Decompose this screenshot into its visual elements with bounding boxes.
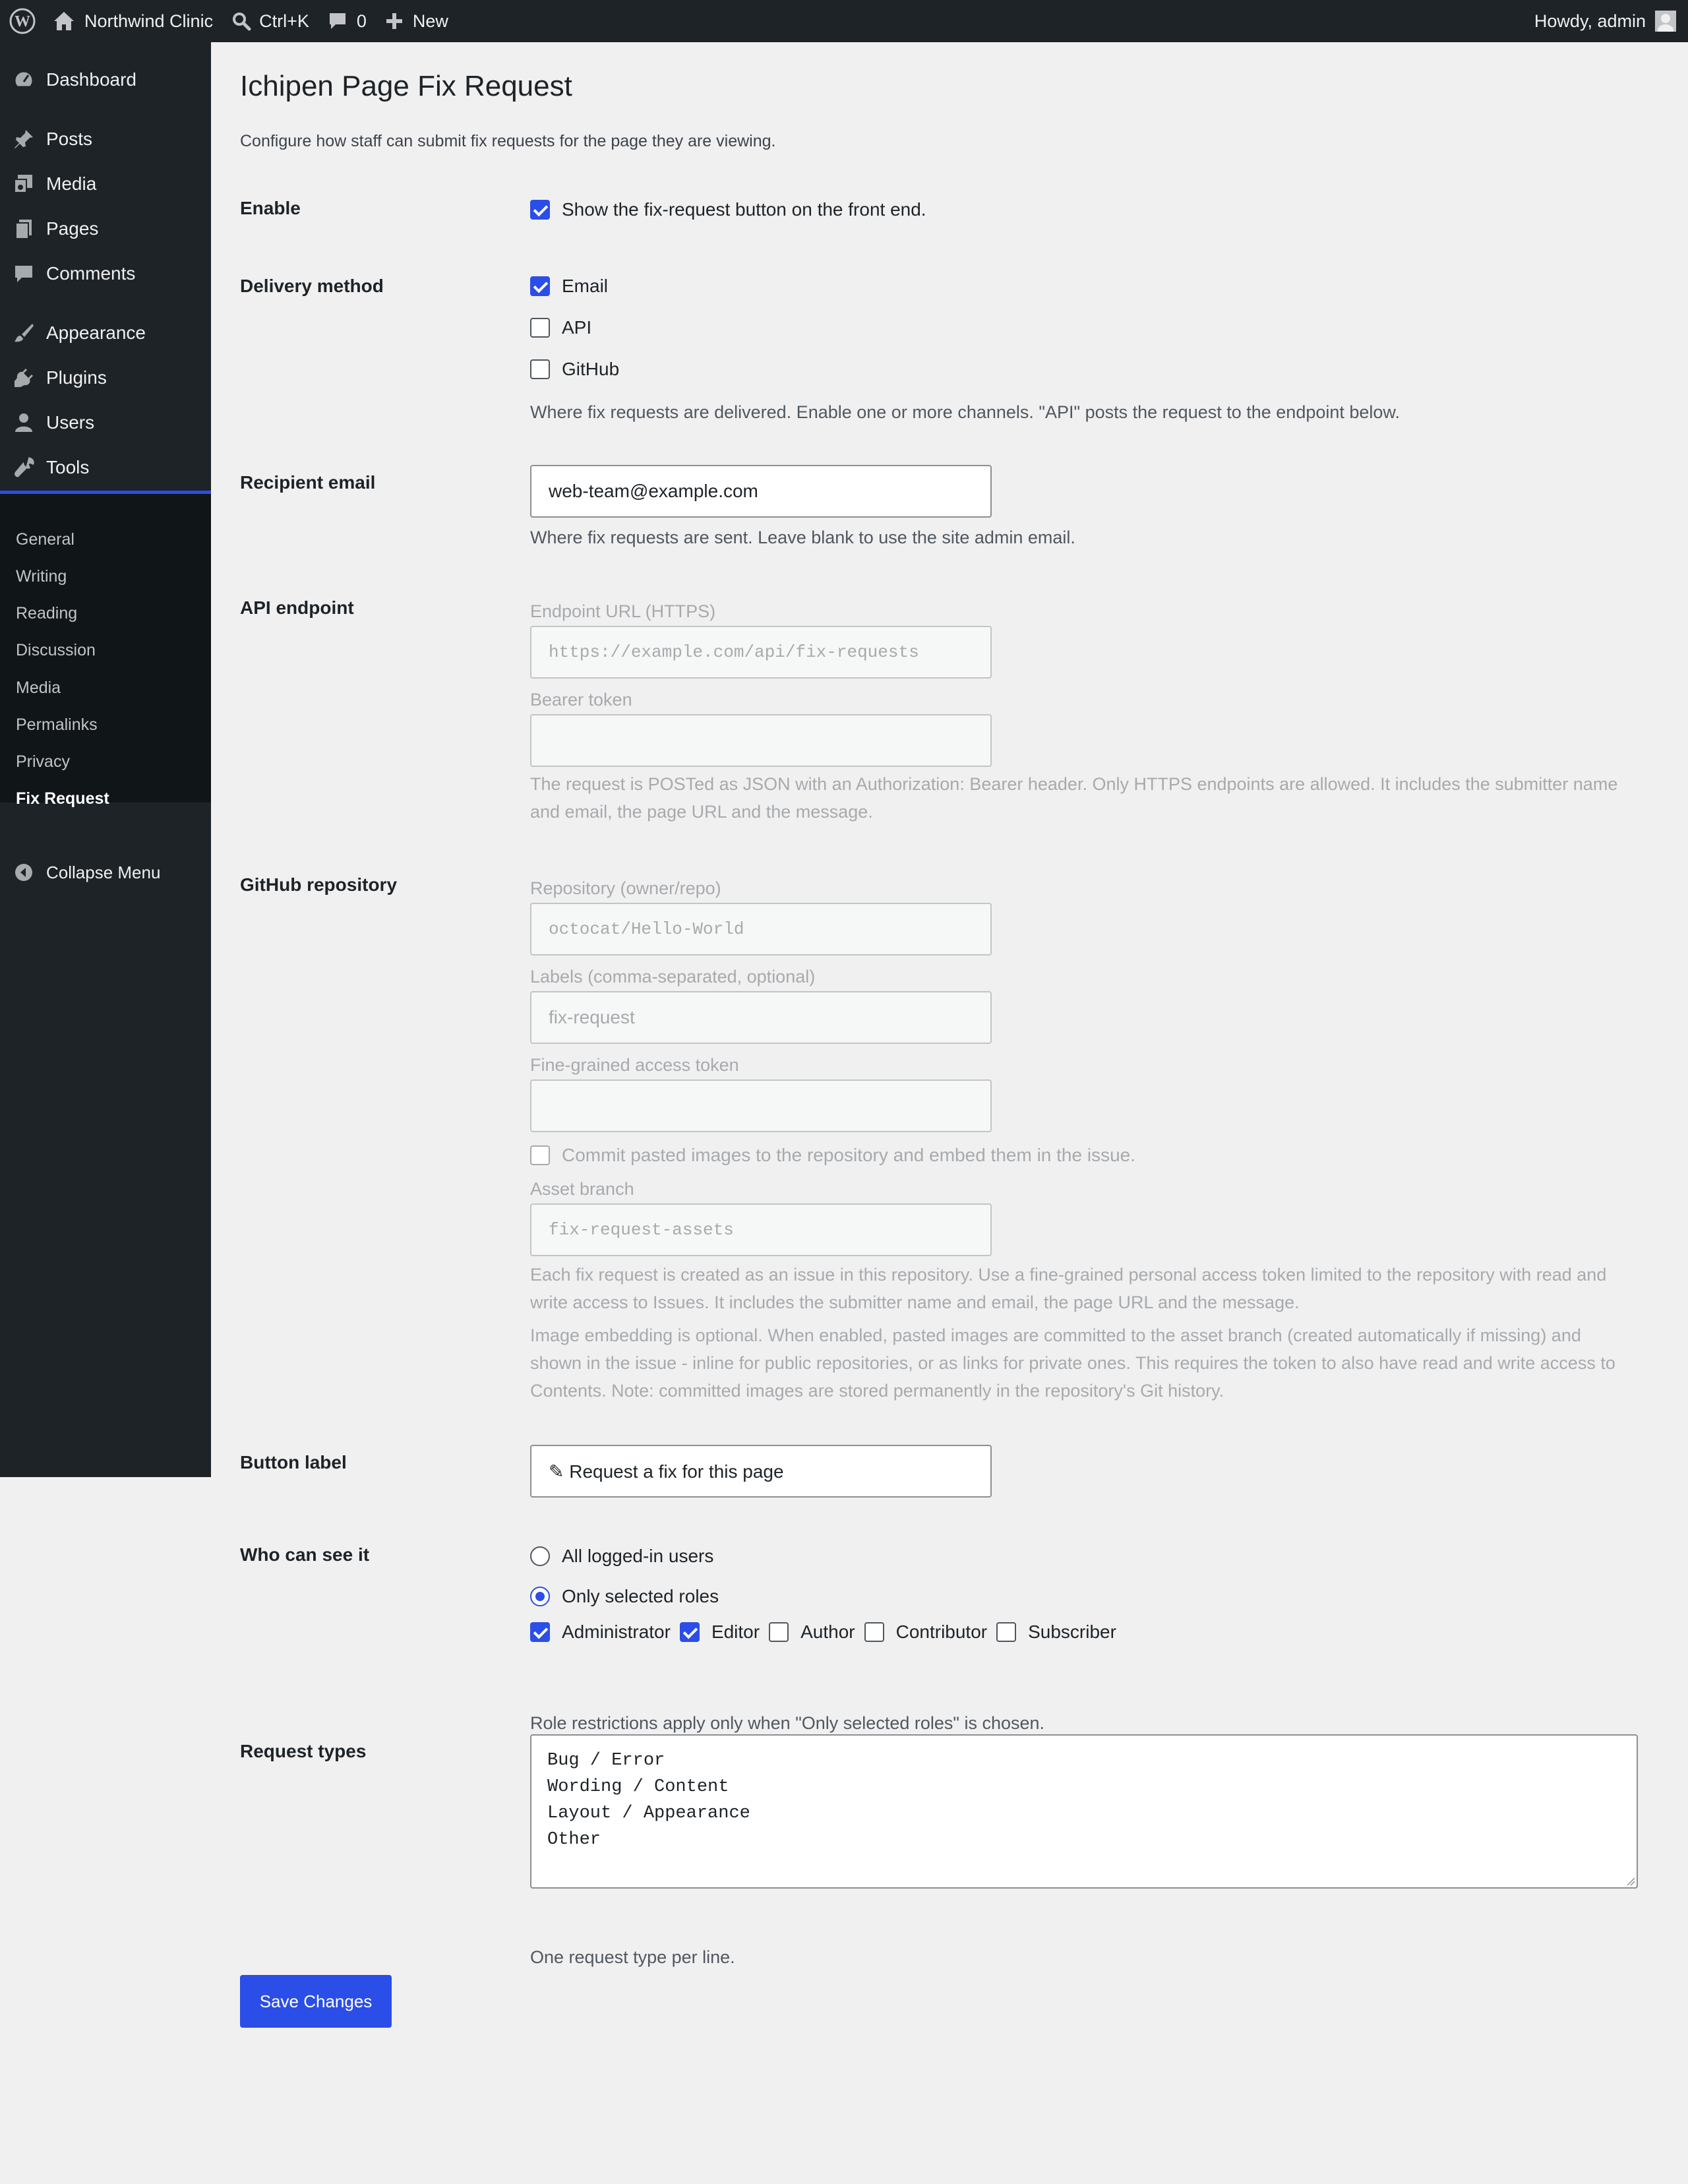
visibility-all-users-radio[interactable] [530,1546,713,1567]
role-label: Administrator [562,1622,671,1642]
visibility-option-label: All logged-in users [562,1546,714,1566]
sidebar-item-label: Pages [46,218,99,239]
delivery-option-label: Email [562,276,609,296]
radio-unselected-icon [530,1546,550,1566]
button-label-field[interactable]: ✎ Request a fix for this page [530,1445,992,1498]
howdy-text: Howdy, admin [1534,11,1646,31]
role-label: Editor [711,1622,760,1642]
comment-icon [12,262,36,286]
save-changes-button[interactable]: Save Changes [240,1975,392,2028]
brush-icon [12,321,36,345]
recipient-description: Where fix requests are sent. Leave blank to use the site admin email. [530,528,1075,547]
github-description [530,1261,1651,1316]
role-contributor-checkbox[interactable] [864,1622,997,1643]
delivery-email-checkbox[interactable] [530,276,608,297]
new-label: New [412,11,448,31]
plus-icon [385,12,404,30]
sidebar-item-label: Tools [46,457,90,477]
sidebar-item-users[interactable] [0,400,211,445]
request-types-label: Request types [240,1741,367,1761]
api-description [530,770,1651,826]
new-content-link[interactable] [376,0,458,42]
media-icon [12,172,36,196]
github-branch-label: Asset branch [530,1179,634,1199]
sidebar-item-tools[interactable] [0,445,211,490]
page-intro: Configure how staff can submit fix requests for the page they are viewing. [240,132,776,150]
enable-label: Enable [240,198,301,218]
dashboard-icon [12,68,36,92]
github-labels-label: Labels (comma-separated, optional) [530,967,816,986]
role-editor-checkbox[interactable] [680,1622,769,1643]
submenu-item-reading[interactable]: Reading [16,604,78,622]
api-description-line: and email, the page URL and the message. [530,802,873,822]
checkbox-checked-icon [680,1622,700,1642]
checkbox-unchecked-icon [530,318,550,338]
submenu-item-general[interactable]: General [16,530,75,549]
command-palette-button[interactable] [222,0,318,42]
account-menu[interactable] [1534,11,1688,32]
roles-checkbox-group [530,1622,1126,1643]
github-image-description [530,1321,1651,1405]
github-description-line: write access to Issues. It includes the submitter name and email, the page URL and the message. [530,1292,1300,1312]
request-type-line: Other [547,1830,601,1850]
github-description-line: Contents. Note: committed images are stored permanently in the repository's Git history. [530,1381,1224,1401]
sidebar-item-label: Comments [46,263,136,284]
sidebar-item-appearance[interactable] [0,311,211,355]
api-token-field[interactable] [530,714,992,767]
settings-submenu [0,494,211,808]
github-commit-images-checkbox[interactable] [530,1145,1135,1166]
sidebar-item-label: Appearance [46,322,146,343]
github-commit-images-label: Commit pasted images to the repository and embed them in the issue. [562,1145,1135,1165]
role-label: Subscriber [1028,1622,1116,1642]
sidebar-item-pages[interactable] [0,206,211,251]
github-labels-field[interactable]: fix-request [530,991,992,1044]
sidebar-item-posts[interactable] [0,117,211,162]
delivery-option-label: GitHub [562,359,620,379]
request-types-textarea[interactable] [530,1734,1638,1889]
role-label: Contributor [895,1622,988,1642]
home-icon [53,11,75,32]
api-token-label: Bearer token [530,690,632,710]
visibility-label: Who can see it [240,1544,370,1565]
enable-checkbox-label: Show the fix-request button on the front end. [562,199,926,220]
sidebar-item-label: Plugins [46,367,107,388]
github-description-line: Image embedding is optional. When enabled, pasted images are committed to the asset branch (created automatically if missing) and [530,1325,1581,1345]
comment-bubble-icon [328,11,347,31]
search-shortcut: Ctrl+K [259,11,309,31]
delivery-option-label: API [562,317,592,338]
recipient-email-field[interactable]: web-team@example.com [530,465,992,518]
wordpress-logo-icon[interactable] [0,0,46,42]
github-repo-label: Repository (owner/repo) [530,878,721,898]
pin-icon [12,127,36,151]
request-type-line: Bug / Error [547,1751,665,1771]
submenu-item-permalinks[interactable]: Permalinks [16,715,98,734]
role-author-checkbox[interactable] [769,1622,864,1643]
role-administrator-checkbox[interactable] [530,1622,680,1643]
admin-sidebar [0,42,211,1477]
site-name-link[interactable] [46,0,222,42]
checkbox-checked-icon [530,276,550,296]
role-label: Author [800,1622,855,1642]
svg-text:W: W [15,13,30,30]
github-repo-field[interactable]: octocat/Hello-World [530,903,992,956]
api-endpoint-label: API endpoint [240,597,354,618]
visibility-option-label: Only selected roles [562,1586,719,1606]
delivery-description: Where fix requests are delivered. Enable one or more channels. "API" posts the request to the endpoint below. [530,402,1400,422]
wrench-icon [12,456,36,479]
submenu-item-writing[interactable]: Writing [16,567,67,586]
button-label-label: Button label [240,1452,347,1472]
github-token-label: Fine-grained access token [530,1055,739,1075]
sidebar-item-comments[interactable] [0,251,211,296]
submenu-item-discussion[interactable]: Discussion [16,641,96,659]
github-repository-label: GitHub repository [240,874,398,895]
api-url-field[interactable]: https://example.com/api/fix-requests [530,626,992,679]
sidebar-item-label: Posts [46,129,93,149]
submenu-item-media[interactable]: Media [16,679,61,697]
request-types-description: One request type per line. [530,1947,735,1967]
submenu-item-privacy[interactable]: Privacy [16,752,70,771]
pages-icon [12,217,36,241]
sidebar-item-dashboard[interactable] [0,57,211,102]
checkbox-unchecked-icon [530,1145,550,1165]
checkbox-unchecked-icon [530,359,550,379]
delivery-api-checkbox[interactable] [530,317,591,338]
comments-count: 0 [356,11,367,31]
github-token-field[interactable] [530,1079,992,1132]
checkbox-unchecked-icon [769,1622,789,1642]
checkbox-unchecked-icon [864,1622,884,1642]
github-branch-field[interactable]: fix-request-assets [530,1203,992,1256]
api-description-line: The request is POSTed as JSON with an Authorization: Bearer header. Only HTTPS endpoints are allowed. It includes the submitter name [530,774,1618,794]
sidebar-item-label: Dashboard [46,69,136,90]
visibility-selected-roles-radio[interactable] [530,1586,719,1607]
search-icon [231,11,251,31]
sidebar-item-plugins[interactable] [0,355,211,400]
visibility-description: Role restrictions apply only when "Only selected roles" is chosen. [530,1713,1045,1733]
page-title: Ichipen Page Fix Request [240,70,572,102]
submenu-item-fix-request[interactable]: Fix Request [16,789,109,808]
site-name: Northwind Clinic [84,11,214,31]
collapse-menu-button[interactable] [0,850,211,895]
sidebar-item-label: Media [46,173,97,194]
github-description-line: shown in the issue - inline for public repositories, or as links for private ones. This requires the token to also have read and write access to [530,1353,1615,1373]
enable-checkbox[interactable] [530,199,926,220]
api-url-label: Endpoint URL (HTTPS) [530,601,716,621]
delivery-github-checkbox[interactable] [530,359,619,380]
collapse-menu-label: Collapse Menu [46,862,161,882]
request-type-line: Layout / Appearance [547,1804,750,1823]
github-description-line: Each fix request is created as an issue in this repository. Use a fine-grained personal access token limited to the repository with read and [530,1265,1607,1285]
checkbox-checked-icon [530,200,550,220]
checkbox-unchecked-icon [996,1622,1016,1642]
collapse-icon [12,861,36,884]
delivery-method-label: Delivery method [240,276,384,296]
radio-selected-icon [530,1587,550,1606]
user-icon [12,411,36,435]
comments-link[interactable] [318,0,376,42]
checkbox-checked-icon [530,1622,550,1642]
sidebar-item-media[interactable] [0,162,211,206]
request-type-line: Wording / Content [547,1777,729,1797]
sidebar-item-label: Users [46,412,95,433]
avatar [1655,11,1676,32]
resize-handle-icon[interactable] [1625,1875,1635,1886]
recipient-email-label: Recipient email [240,472,376,493]
role-subscriber-checkbox[interactable] [996,1622,1126,1643]
plugin-icon [12,366,36,390]
admin-bar [0,0,1688,42]
